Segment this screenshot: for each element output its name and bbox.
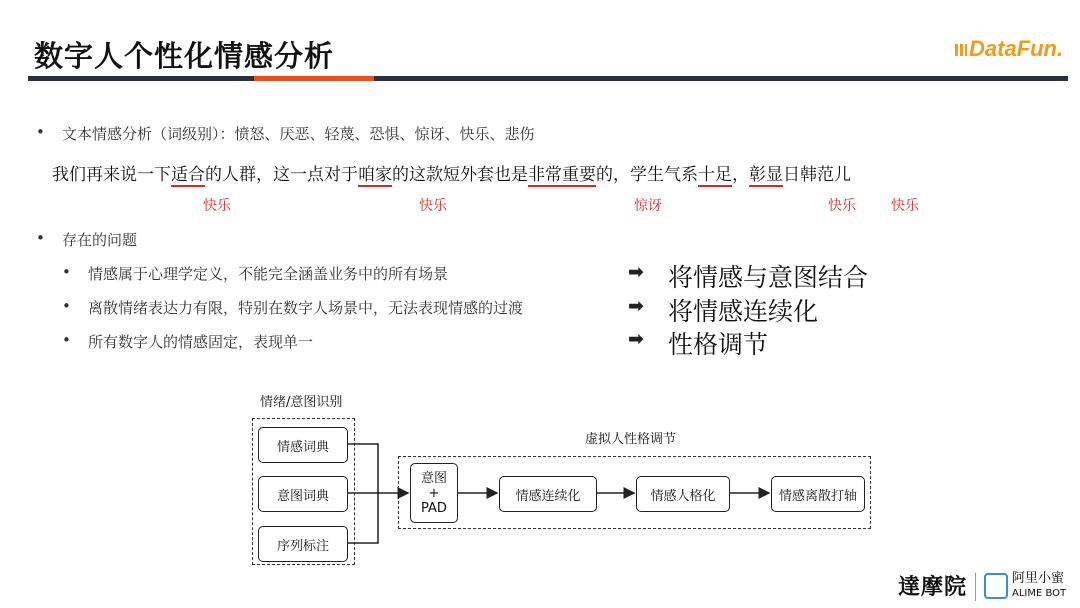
alime-logo-en: ALIME BOT xyxy=(1012,588,1067,599)
bullet-text: 存在的问题 xyxy=(62,231,138,249)
bullet-dot-icon: • xyxy=(62,297,71,315)
emotion-label: 快乐 xyxy=(203,198,231,214)
box-intent-pad-line: + xyxy=(428,485,440,501)
box-intent-pad-line: PAD xyxy=(421,500,447,516)
box-emotion-dict: 情感词典 xyxy=(258,427,348,463)
solution-3: 性格调节 xyxy=(668,330,769,359)
alime-logo-cn: 阿里小蜜 xyxy=(1012,571,1065,586)
group-label-personality: 虚拟人性格调节 xyxy=(585,432,677,447)
box-seq-label: 序列标注 xyxy=(258,526,348,562)
sentence-keyword: 咱家 xyxy=(358,165,392,185)
emotion-label: 快乐 xyxy=(419,198,447,214)
bullet-dot-icon: • xyxy=(36,123,45,141)
sentence-keyword: 非常重要 xyxy=(528,165,596,185)
page-title: 数字人个性化情感分析 xyxy=(34,39,335,73)
arrow-right-icon: ➡ xyxy=(628,261,644,283)
solution-1: 将情感与意图结合 xyxy=(668,263,869,292)
sentence-part: 的人群，这一点对于 xyxy=(205,165,358,185)
alime-bot-icon xyxy=(984,573,1008,599)
logo-text: DataFun. xyxy=(969,36,1064,61)
group-label-recognition: 情绪/意图识别 xyxy=(260,395,343,410)
bullet-text: 文本情感分析（词级别）：愤怒、厌恶、轻蔑、恐惧、惊讶、快乐、悲伤 xyxy=(62,125,535,143)
emotion-label: 快乐 xyxy=(891,198,919,214)
alime-logo xyxy=(1012,571,1066,601)
bullet-dot-icon: • xyxy=(62,331,71,349)
sentence-part: 日韩范儿 xyxy=(783,165,851,185)
box-emotion-continuous: 情感连续化 xyxy=(499,476,597,512)
box-intent-pad-line: 意图 xyxy=(420,470,447,486)
sentence-part: ， xyxy=(732,165,749,185)
sentence-part: 的这款短外套也是 xyxy=(392,165,528,185)
box-intent-pad xyxy=(410,463,458,523)
arrow-right-icon: ➡ xyxy=(628,295,644,317)
emotion-label: 快乐 xyxy=(828,198,856,214)
bullet-text: 离散情绪表达力有限，特别在数字人场景中，无法表现情感的过渡 xyxy=(88,299,524,317)
box-intent-dict: 意图词典 xyxy=(258,476,348,512)
arrow-right-icon: ➡ xyxy=(628,328,644,350)
sentence-part: 的，学生气系 xyxy=(596,165,698,185)
sentence-part: 我们再来说一下 xyxy=(52,165,171,185)
bullet-dot-icon: • xyxy=(62,263,71,281)
bullet-dot-icon: • xyxy=(36,229,45,247)
bullet-text: 情感属于心理学定义，不能完全涵盖业务中的所有场景 xyxy=(88,265,449,283)
sentence-keyword: 彰显 xyxy=(749,165,783,185)
solution-2: 将情感连续化 xyxy=(668,297,819,326)
sentence-keyword: 十足 xyxy=(698,165,732,185)
damo-logo: 達摩院 xyxy=(898,574,968,600)
sentence-keyword: 适合 xyxy=(171,165,205,185)
footer-divider xyxy=(975,573,976,601)
box-emotion-personify: 情感人格化 xyxy=(636,476,730,512)
emotion-label: 惊讶 xyxy=(634,198,662,214)
box-emotion-discrete: 情感离散打轴 xyxy=(771,476,865,512)
bullet-text: 所有数字人的情感固定，表现单一 xyxy=(88,333,314,351)
